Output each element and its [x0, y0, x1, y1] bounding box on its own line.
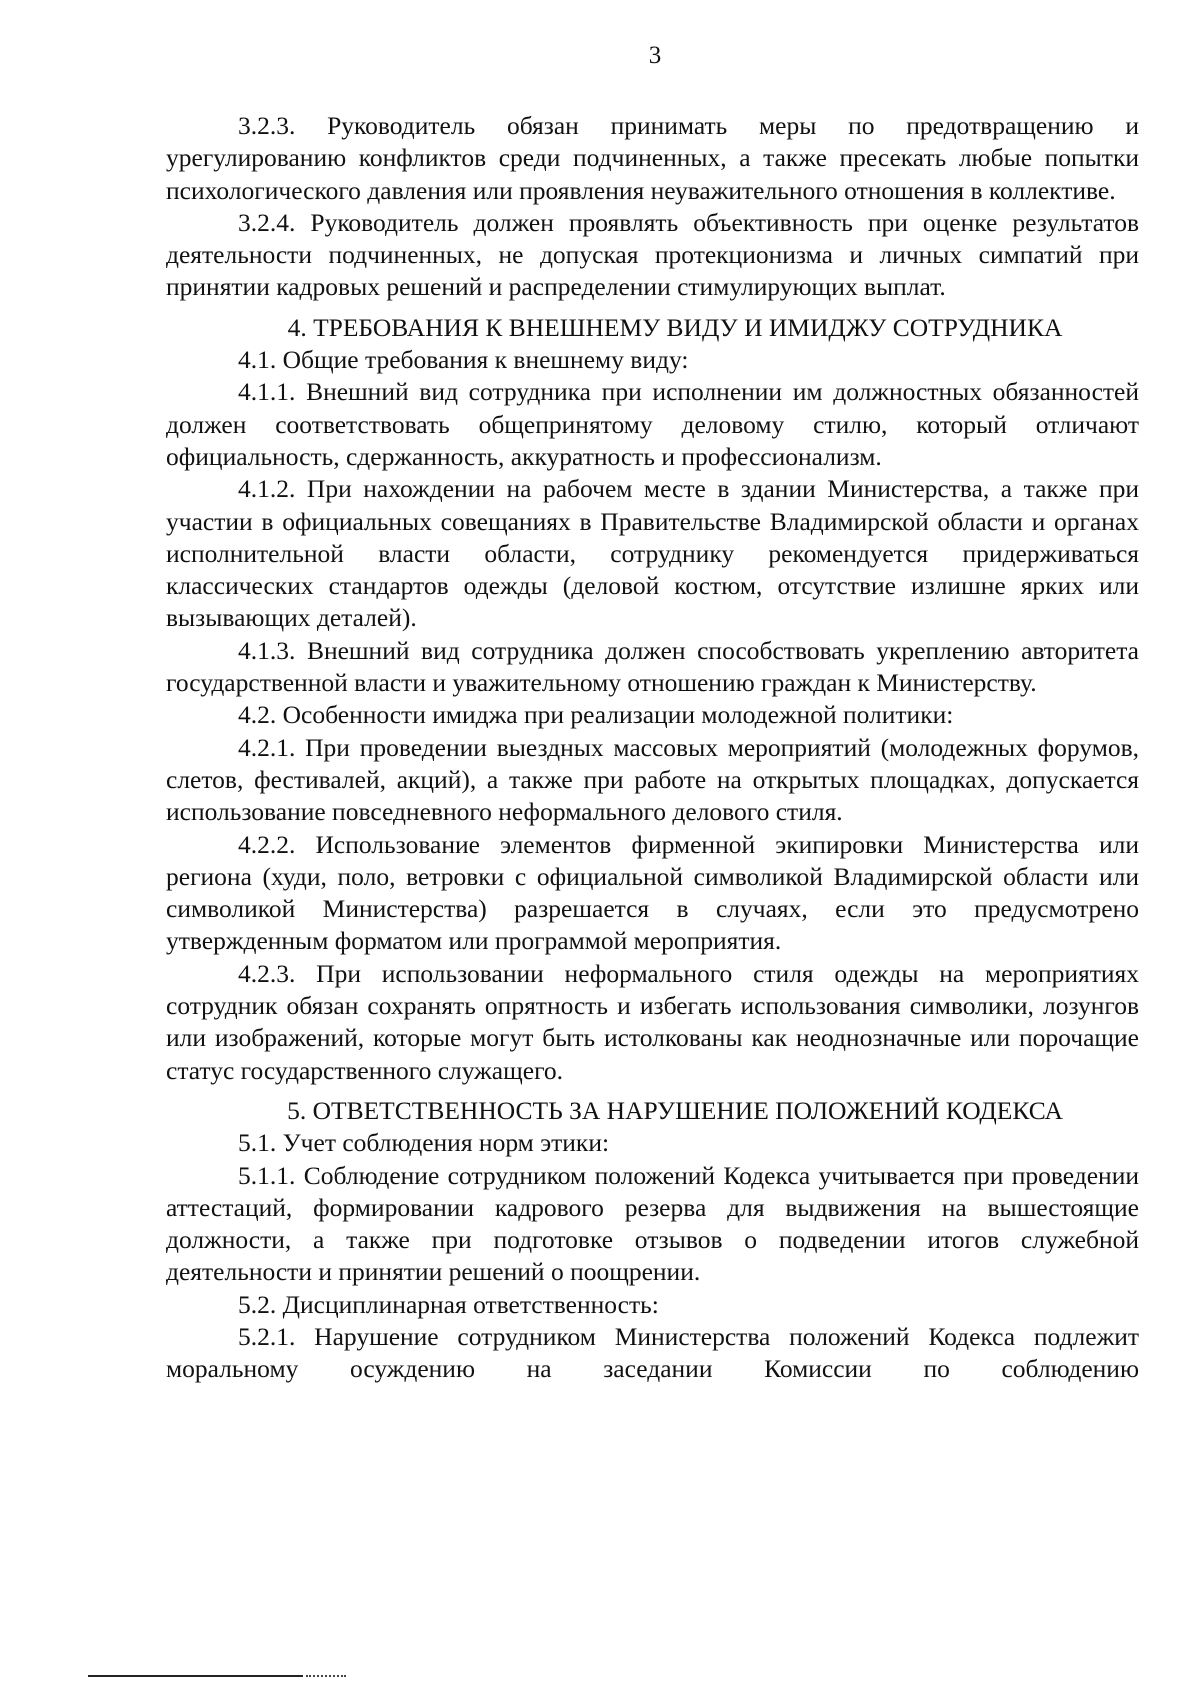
paragraph-4-1-3: 4.1.3. Внешний вид сотрудника должен способствовать укреплению авторитета государственной власти и уважительному отношению граждан к Министерству. [166, 635, 1139, 698]
paragraph-4-1-2: 4.1.2. При нахождении на рабочем месте в здании Министерства, а также при участии в официальных совещаниях в Правительстве Владимирской области и органах исполнительной власти области, сотруднику рекомендуется придерживаться классических стандартов одежды (деловой костюм, отсутствие излишне ярких или вызывающих деталей). [166, 474, 1139, 633]
paragraph-5-1-1: 5.1.1. Соблюдение сотрудником положений Кодекса учитывается при проведении аттестаций, формировании кадрового резерва для выдвижения на вышестоящие должности, а также при подготовке отзывов о подведении итогов служебной деятельности и принятии решений о поощрении. [166, 1160, 1139, 1287]
paragraph-3-2-4: 3.2.4. Руководитель должен проявлять объективность при оценке результатов деятельности подчиненных, не допуская протекционизма и личных симпатий при принятии кадровых решений и распределении стимулирующих выплат. [166, 207, 1139, 302]
paragraph-4-1-1: 4.1.1. Внешний вид сотрудника при исполнении им должностных обязанностей должен соответствовать общепринятому деловому стилю, который отличают официальность, сдержанность, аккуратность и профессионализм. [166, 377, 1139, 471]
section-5-heading: 5. ОТВЕТСТВЕННОСТЬ ЗА НАРУШЕНИЕ ПОЛОЖЕНИЙ КОДЕКСА [287, 1095, 1063, 1125]
paragraph-4-2: 4.2. Особенности имиджа при реализации молодежной политики: [238, 700, 954, 730]
paragraph-4-2-1: 4.2.1. При проведении выездных массовых мероприятий (молодежных форумов, слетов, фестивалей, акций), а также при работе на открытых площадках, допускается использование повседневного неформального делового стиля. [166, 732, 1139, 827]
paragraph-5-1: 5.1. Учет соблюдения норм этики: [238, 1128, 610, 1158]
document-body [166, 110, 1139, 1386]
paragraph-4-2-2: 4.2.2. Использование элементов фирменной экипировки Министерства или региона (худи, поло, ветровки с официальной символикой Владимирской области или символикой Министерства) разрешается в случаях, если это предусмотрено утвержденным форматом или программой мероприятия. [166, 829, 1139, 956]
paragraph-5-2-1: 5.2.1. Нарушение сотрудником Министерства положений Кодекса подлежит моральному осуждению на заседании Комиссии по соблюдению [166, 1321, 1139, 1384]
paragraph-5-2: 5.2. Дисциплинарная ответственность: [238, 1289, 659, 1319]
paragraph-4-1: 4.1. Общие требования к внешнему виду: [238, 345, 689, 375]
footnote-separator-dots [306, 1675, 346, 1677]
paragraph-4-2-3: 4.2.3. При использовании неформального стиля одежды на мероприятиях сотрудник обязан сохранять опрятность и избегать использования символики, лозунгов или изображений, которые могут быть истолкованы как неоднозначные или порочащие статус государственного служащего. [166, 958, 1139, 1085]
footnote-separator [88, 1675, 303, 1677]
page-number: 3 [648, 42, 662, 69]
section-4-heading: 4. ТРЕБОВАНИЯ К ВНЕШНЕМУ ВИДУ И ИМИДЖУ СОТРУДНИКА [287, 312, 1063, 342]
paragraph-3-2-3: 3.2.3. Руководитель обязан принимать меры по предотвращению и урегулированию конфликтов среди подчиненных, а также пресекать любые попытки психологического давления или проявления неуважительного отношения в коллективе. [166, 111, 1139, 205]
